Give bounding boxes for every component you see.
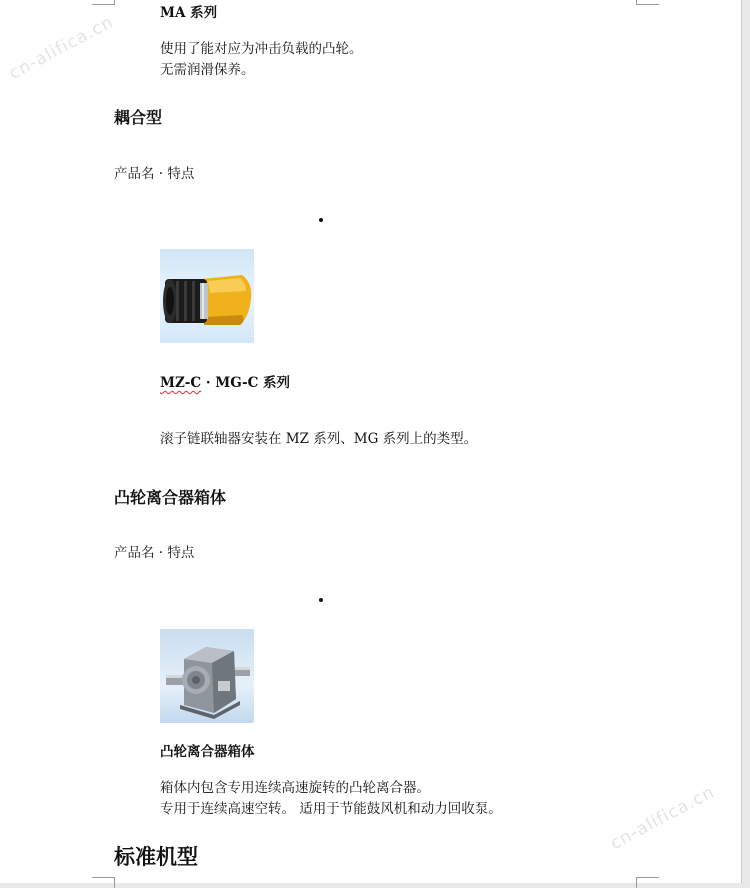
cam-clutch-box-description-line-2: 专用于连续高速空转。 适用于节能鼓风机和动力回收泵。 <box>160 801 502 817</box>
crop-mark-top-right <box>636 0 659 5</box>
standard-models-heading: 标准机型 <box>114 844 198 869</box>
coupling-product-name <box>160 373 290 394</box>
coupling-product-name-mgc: · MG-C 系列 <box>201 375 291 391</box>
cam-clutch-box-description-line-1: 箱体内包含专用连续高速旋转的凸轮离合器。 <box>160 780 430 796</box>
cam-clutch-box-image <box>160 629 254 723</box>
ma-series-line-1: 使用了能对应为冲击负载的凸轮。 <box>160 41 363 57</box>
cam-clutch-box-heading: 凸轮离合器箱体 <box>114 488 227 507</box>
watermark-bottom: cn-alifica.cn <box>607 782 719 854</box>
roller-chain-coupling-image <box>160 249 254 343</box>
crop-mark-top-left <box>92 0 115 5</box>
coupling-bullet <box>319 218 323 222</box>
coupling-product-name-mzc: MZ-C <box>160 375 202 391</box>
ma-series-line-2: 无需润滑保养。 <box>160 62 255 78</box>
watermark-top: cn-alifica.cn <box>6 12 118 84</box>
cam-clutch-box-label: 产品名 · 特点 <box>114 545 195 561</box>
cam-clutch-box-bullet <box>319 598 323 602</box>
coupling-description: 滚子链联轴器安装在 MZ 系列、MG 系列上的类型。 <box>160 431 478 447</box>
coupling-label: 产品名 · 特点 <box>114 166 195 182</box>
cam-clutch-box-product-name: 凸轮离合器箱体 <box>160 744 255 760</box>
coupling-heading: 耦合型 <box>114 108 163 127</box>
ma-series-title: MA 系列 <box>160 5 218 21</box>
